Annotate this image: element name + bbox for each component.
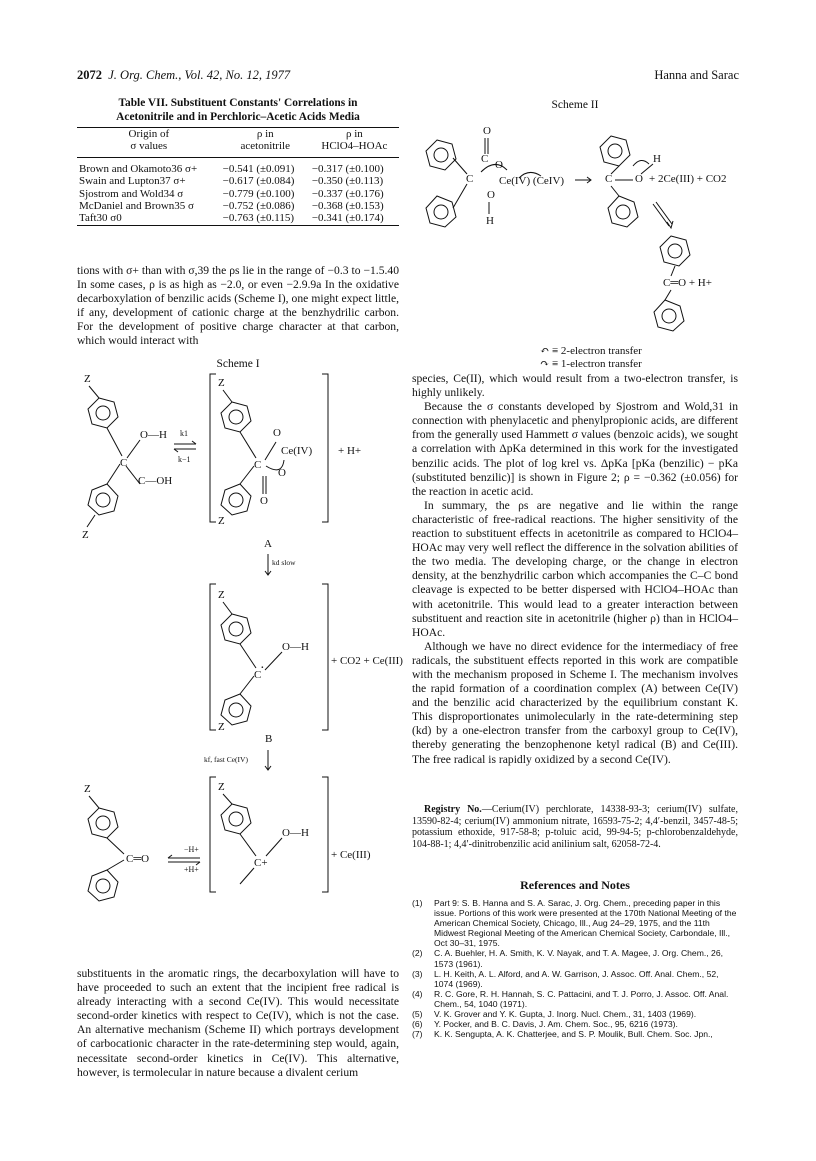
reference-item [412,1029,738,1039]
paragraph: Because the σ constants developed by Sjostrom and Wold,31 in connection with phenylacetic and phenylpropionic acids, are different from the generally used Hammett σ values (benzoic acids), we sought a correlation with ΔpKa determined in this work for the investigated benzilic acids. The plot of log krel vs. ΔpKa [pKa (benzilic) − pKa (substituted benzilic)] is shown in Figure 2; ρ = −0.362 (±0.056) for the reaction in acetic acid. [412,400,738,498]
carboxyl-label: C—OH [138,475,173,487]
proton-equilibrium-arrows [168,845,200,874]
benzophenone-cation-structure [654,236,712,331]
paragraph: substituents in the aromatic rings, the decarboxylation will have to have proceeded to such an extent that the incipient free radical is already interacting with a second Ce(IV). This would necessitate second-order kinetics with respect to Ce(IV), which is not the case. An alternative mechanism (Scheme II) which portrays development of carbocationic character in the rate-determining step would, again, necessitate second-order kinetics in Ce(IV). This alternative, however, is termolecular in nature because a divalent cerium [77,967,399,1079]
table-cell-acetonitrile: −0.763 (±0.115) [221,212,310,225]
legend-two-electron [540,345,642,358]
header-authors: Hanna and Sarac [654,68,739,82]
reference-number: (5) [412,1009,423,1020]
cation-carbon-label: C [605,173,613,185]
table-cell-origin: McDaniel and Brown35 σ [79,200,194,213]
reference-item [412,898,738,948]
legend-one-electron [540,358,642,371]
references-list [412,898,738,1039]
table-header-hclo4 [310,128,399,157]
paragraph: Although we have no direct evidence for the intermediacy of free radicals, the substituent effects reported in this work are compatible with the mechanism proposed in Scheme I. The mechanism involves the rapid formation of a coordination complex (A) between Ce(IV) and the benzilic acid characterized by the equilibrium constant K. This disproportionates unimolecularly in the rate-determining step (kd) by a one-electron transfer from the carboxyl group to Ce(IV), thereby generating the benzophenone ketyl radical (B) and Ce(III). The free radical is rapidly oxidized by a second Ce(IV). [412,639,738,766]
oxocarbenium-structure [600,136,726,227]
radical-dot: · [260,661,265,676]
journal-citation: J. Org. Chem., Vol. 42, No. 12, 1977 [108,68,291,82]
substituent-z-label: Z [84,783,91,795]
reference-number: (3) [412,968,423,979]
reference-text: C. A. Buehler, H. A. Smith, K. V. Nayak, and T. A. Magee, J. Org. Chem., 26, 1573 (1961). [434,948,723,969]
table-cell-acetonitrile: −0.617 (±0.084) [222,175,295,188]
table-row [77,200,399,212]
reference-number: (4) [412,988,423,999]
substituent-z-label: Z [218,377,225,389]
table-cell-acetonitrile: −0.779 (±0.100) [222,187,295,200]
plus-proton-label: +H+ [184,865,199,874]
rate-constant-k1: k1 [180,429,188,438]
page-number: 2072 [77,68,102,82]
header-origin-line2: σ values [130,140,168,153]
minus-proton-label: −H+ [184,845,199,854]
scheme2-title: Scheme II [551,99,599,111]
registry-text: —Cerium(IV) perchlorate, 14338-93-3; cerium(IV) sulfate, 13590-82-4; cerium(IV) ammonium nitrate, 16593-75-2; 4,4′-benzil, 3457-48-5; potassium ethoxide, 917-58-8; p-toluic acid, 99-94-5; p-chlorobenzaldehyde, 104-88-1; 4,4′-dinitrobenzilic acid anilinium salt, 62058-72-4. [412,804,738,850]
table-cell-hclo4: −0.337 (±0.176) [311,187,384,200]
oxygen-label: O [278,467,286,479]
plus-proton: + H+ [338,445,362,457]
paragraph: In summary, the ρs are negative and lie within the range characteristic of free-radical reactions. The higher sensitivity of the reaction to substituent effects in acetonitrile as compared to HClO4–HOAc may very well reflect the difference in the solvation abilities of the two media. The developing charge, or the change in electron density, at the benzhydrilic carbon which accompanies the C–C bond cleavage is expected to be better dispersed with HClO4–HOAc than with acetonitrile. This would lead to a greater interaction between substituent and reaction site in acetonitrile (higher ρ) than in HClO4–HOAc. [412,498,738,639]
header-acn-line2: acetonitrile [240,140,290,153]
carbonyl-proton-label: C═O + H+ [663,277,712,289]
table-cell-hclo4: −0.350 (±0.113) [311,175,384,188]
header-hclo4-line1: ρ in [346,128,363,140]
left-column-text-top [77,264,399,349]
substituent-z-label: Z [218,589,225,601]
registry-label: Registry No. [424,804,482,815]
table-row [77,212,399,225]
central-carbon-label: C [254,669,262,681]
header-left [77,68,290,83]
right-column-text [412,372,738,767]
legend-one-text: ≡ 1-electron transfer [551,358,642,370]
benzilate-ce-complex-structure [426,125,591,227]
table-title [77,97,399,124]
central-carbon-label: C [254,459,262,471]
hydroxyl-label: O—H [282,641,309,653]
hydrogen-label: H [486,215,494,227]
substituent-z-label: Z [84,373,91,385]
benzophenone-structure [84,783,149,901]
table-cell-acetonitrile: −0.541 (±0.091) [222,162,295,175]
reference-text: V. K. Grover and Y. K. Gupta, J. Inorg. Nucl. Chem., 31, 1403 (1969). [434,1009,697,1020]
oxygen-label: O [635,173,643,185]
reference-number: (7) [412,1029,423,1040]
ceriv-label: Ce(IV) [281,445,313,457]
table-cell-origin: Sjostrom and Wold34 σ [79,187,184,200]
products-label: + 2Ce(III) + CO2 [649,173,727,185]
table-cell-hclo4: −0.341 (±0.174) [310,212,399,225]
paragraph: species, Ce(II), which would result from a two-electron transfer, is highly unlikely. [412,372,738,400]
reference-text: K. K. Sengupta, A. K. Chatterjee, and S. P. Moulik, Bull. Chem. Soc. Jpn., [434,1029,713,1040]
paragraph: tions with σ+ than with σ,39 the ρs lie in the range of −0.3 to −1.5.40 In some cases, ρ is as high as −2.0, or even −2.9.9a In the oxidative decarboxylation of benzilic acids (Scheme I), one might expect little, if any, development of cationic charge at the benzhydrilic carbon. For the development of positive charge character at that carbon, which would interact with [77,264,399,348]
table-row [77,157,399,175]
oxygen-label: O [487,189,495,201]
ce3-label: + Ce(III) [331,849,371,861]
table-title-line2: Acetonitrile and in Perchloric–Acetic Acids Media [116,110,360,123]
reference-number: (6) [412,1019,423,1030]
substituent-z-label: Z [218,721,225,733]
complex-a-structure [210,374,361,527]
carbon-label: C [466,173,474,185]
reference-item [412,989,738,1009]
hydrogen-label: H [653,153,661,165]
header-acn-line1: ρ in [256,128,274,140]
reference-item [412,1019,738,1029]
benzilic-acid-structure [82,373,172,541]
scheme2-figure [415,118,745,343]
table-cell-origin: Swain and Lupton37 σ+ [79,175,186,188]
table-cell-acetonitrile: −0.752 (±0.086) [222,200,295,213]
reference-item [412,948,738,968]
complex-a-label: A [264,538,272,550]
header-origin-line1: Origin of [128,128,170,140]
rate-constant-k-1: k−1 [178,455,191,464]
single-barb-arrow-icon: ↷ [540,358,550,370]
registry-numbers [412,804,738,850]
table-cell-origin: Brown and Okamoto36 σ+ [79,162,198,175]
cerium-pair-label: Ce(IV) (CeIV) [499,175,565,187]
reference-item [412,1009,738,1019]
equilibrium-arrows-k1 [174,429,196,464]
table-header-acetonitrile [221,128,310,157]
double-barb-arrow-icon: ↶ [540,345,550,357]
references-title: References and Notes [520,878,630,892]
table-cell-hclo4: −0.368 (±0.153) [311,200,384,213]
header-hclo4-line2: HClO4–HOAc [321,140,388,153]
legend-two-text: ≡ 2-electron transfer [551,345,642,357]
table-row [77,175,399,187]
reference-text: L. H. Keith, A. L. Alford, and A. W. Garrison, J. Assoc. Off. Anal. Chem., 52, 1074 (1969). [434,968,719,989]
table-header-origin [77,128,221,157]
substituent-z-label: Z [218,781,225,793]
central-carbon-label: C [120,457,128,469]
ketyl-radical-b-structure [210,584,403,733]
oxygen-label: O [273,427,281,439]
radical-b-label: B [265,733,273,745]
reference-number: (2) [412,948,423,959]
hydroxyl-label: O—H [140,429,167,441]
left-column-text-bottom [77,967,399,1080]
carbocation-label: C+ [254,857,268,869]
substituent-table [77,127,399,226]
scheme1-title: Scheme I [216,358,260,370]
carbon-label: C [481,153,489,165]
oxygen-label: O [495,159,503,171]
oxygen-label: O [260,495,268,507]
oxygen-label: O [483,125,491,137]
reference-text: Part 9: S. B. Hanna and S. A. Sarac, J. Org. Chem., preceding paper in this issue. Portions of this work were presented at the 170th National Meeting of the American Chemical Society, Chicago, Ill., Aug 24–29, 1975, and the 11th Midwest Regional Meeting of the American Chemical Society, Carbondale, Ill., Oct 30–31, 1975. [434,898,737,949]
scheme2-legend [540,345,642,371]
reference-text: Y. Pocker, and B. C. Davis, J. Am. Chem. Soc., 95, 6216 (1973). [434,1019,678,1030]
co2-ce3-label: + CO2 + Ce(III) [331,655,403,667]
reference-text: R. C. Gore, R. H. Hannah, S. C. Pattacini, and T. J. Porro, J. Assoc. Off. Anal. Chem., 54, 1040 (1971). [434,988,729,1009]
hydroxyl-label: O—H [282,827,309,839]
reference-item [412,969,738,989]
table-title-line1: Table VII. Substituent Constants' Correlations in [118,97,358,109]
scheme1-figure [60,372,403,892]
substituent-z-label: Z [218,515,225,527]
kd-slow-label: kd slow [272,558,296,567]
carbocation-structure [210,777,371,892]
kf-fast-label: kf, fast Ce(IV) [204,755,248,764]
table-cell-hclo4: −0.317 (±0.100) [311,162,384,175]
substituent-z-label: Z [82,529,89,541]
carbonyl-label: C═O [126,853,150,865]
table-cell-origin: Taft30 σ0 [77,212,221,225]
table-row [77,188,399,200]
reference-number: (1) [412,898,423,908]
